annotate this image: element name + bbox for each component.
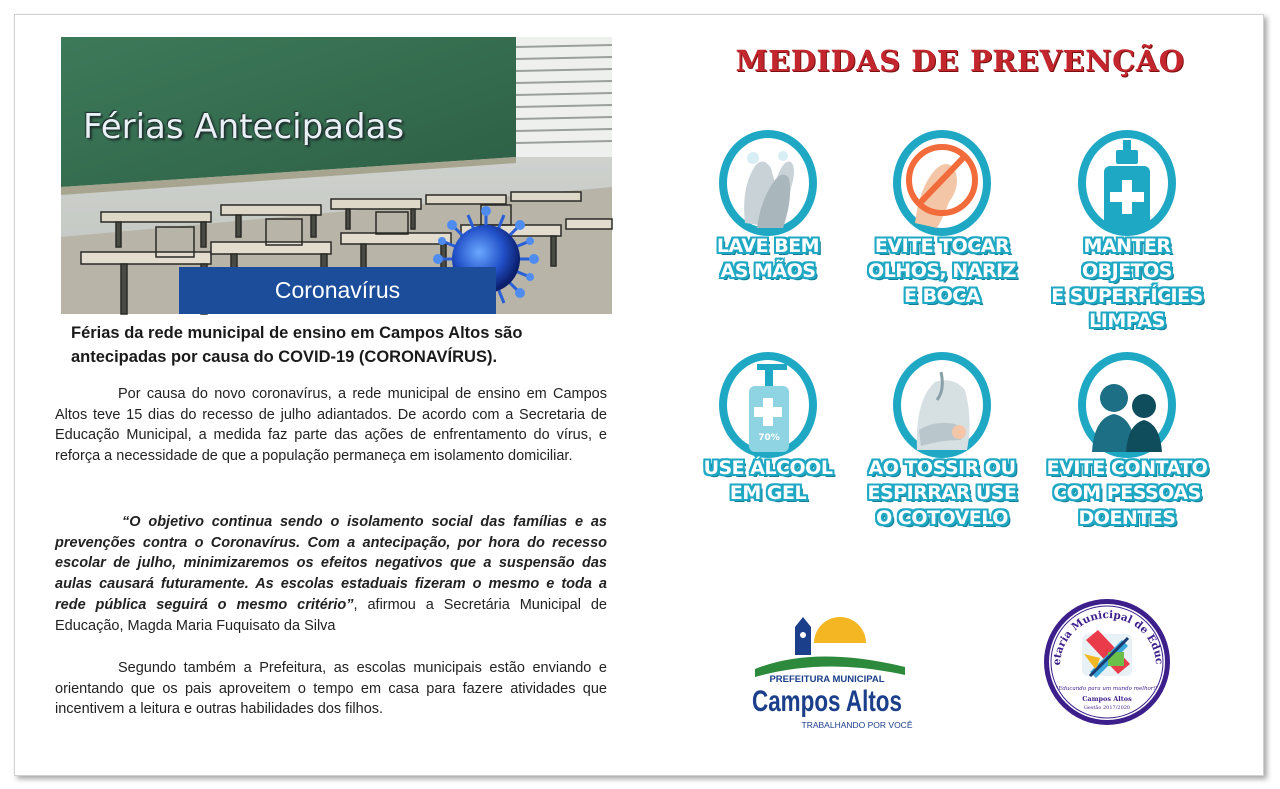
no-touch-face-icon (857, 128, 1027, 238)
measure-wash-hands (683, 128, 853, 308)
seal-ring-text: etaria Municipal de Educ (1050, 608, 1166, 666)
prevention-title: MEDIDAS DE PREVENÇÃO (735, 44, 1185, 78)
coronavirus-banner: Coronavírus (179, 267, 496, 314)
article-paragraph-1: Por causa do novo coronavírus, a rede municipal de ensino em Campos Altos teve 15 dias do recesso de julho adiantados. De acordo com a Secretaria de Educação Municipal, a medida faz parte das ações de enfrentamento do vírus, e reforça a necessidade de que a população permaneça em isolamento domiciliar. (55, 386, 607, 465)
prefeitura-top-label: PREFEITURA MUNICIPAL (769, 674, 885, 685)
secretary-quote: “O objetivo continua sendo o isolamento social das famílias e as prevenções contra o Coronavírus. Com a antecipação, por hora do recesso escolar de julho, minimizaremos os efeitos negativos que a suspensão das aulas causará futuramente. As escolas estaduais fizeram o mesmo e toda a rede pública seguirá o mesmo critério” (55, 514, 607, 613)
measure-label: AO TOSSIR OU ESPIRRAR USE O COTOVELO (867, 457, 1017, 529)
prefeitura-slogan: TRABALHANDO POR VOCÊ (801, 720, 913, 730)
hand-wash-icon (683, 128, 853, 238)
secretaria-emblem (1040, 596, 1175, 726)
prefeitura-emblem (745, 615, 913, 740)
seal-term: Gestão 2017/2020 (1083, 705, 1131, 711)
article-paragraph-2 (55, 512, 607, 636)
secretaria-seal (1040, 596, 1175, 726)
prefeitura-name: Campos Altos (752, 685, 902, 718)
article-headline: Férias da rede municipal de ensino em Campos Altos são antecipadas por causa do COVID-19 (CORONAVÍRUS). (71, 324, 523, 366)
window-blinds (516, 37, 612, 157)
alcohol-gel-icon (683, 350, 853, 460)
measure-label: EVITE CONTATO COM PESSOAS DOENTES (1046, 457, 1208, 529)
measure-alcohol-gel (683, 350, 853, 530)
measure-label: USE ÁLCOOL EM GEL (703, 457, 833, 504)
people-icon (1042, 350, 1212, 460)
cough-elbow-icon (857, 350, 1027, 460)
hero-image (61, 37, 612, 314)
seal-motto: "Educando para um mundo melhor!" (1055, 686, 1159, 692)
article-paragraph-3: Segundo também a Prefeitura, as escolas municipais estão enviando e orientando que os pais aproveitem o tempo em casa para fazere atividades que incentivem a leitura e outras habilidades dos filhos. (55, 660, 607, 718)
hero-title: Férias Antecipadas (83, 107, 405, 147)
prefeitura-logo (745, 615, 913, 740)
measure-avoid-touching (857, 128, 1027, 308)
measure-cough-elbow (857, 350, 1027, 530)
measure-label: MANTER OBJETOS E SUPERFÍCIES LIMPAS (1051, 235, 1203, 332)
measure-avoid-contact (1042, 350, 1212, 530)
alcohol-percent-badge: 70% (758, 433, 780, 443)
measure-label: EVITE TOCAR OLHOS, NARIZ E BOCA (868, 235, 1016, 307)
disinfectant-bottle-icon (1042, 128, 1212, 238)
seal-city: Campos Altos (1082, 695, 1132, 703)
measure-clean-surfaces (1042, 128, 1212, 332)
quote-attribution: , afirmou a Secretária Municipal de Educação, Magda Maria Fuquisato da Silva (55, 596, 607, 634)
measure-label: LAVE BEM AS MÃOS (716, 235, 820, 282)
